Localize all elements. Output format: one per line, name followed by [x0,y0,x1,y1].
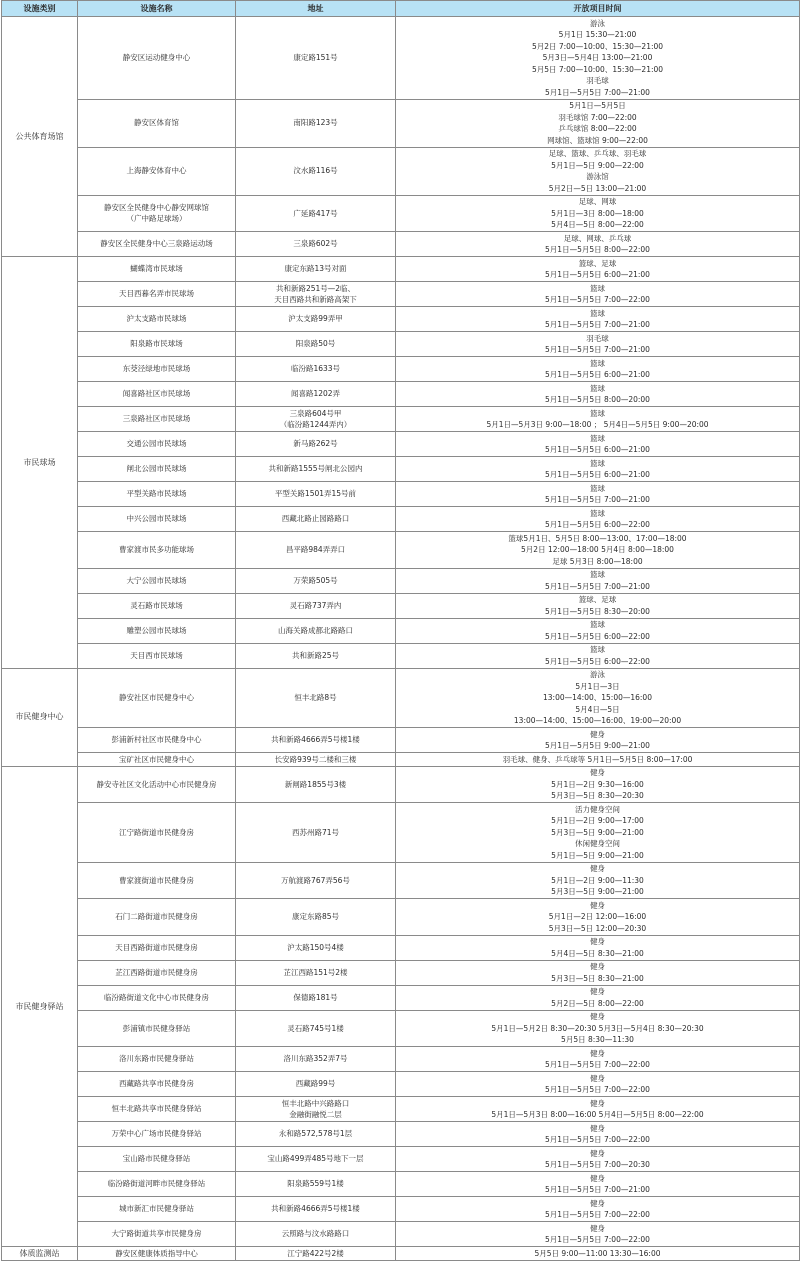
schedule-cell: 健身 5月1日—5月5日 7:00—22:00 [396,1122,800,1147]
schedule-cell: 篮球 5月1日—5月5日 6:00—21:00 [396,457,800,482]
schedule-cell: 篮球 5月1日—5月5日 7:00—21:00 [396,568,800,593]
address-cell: 临汾路1633号 [236,357,396,382]
facility-name-cell: 东茭泾绿地市民球场 [78,357,236,382]
category-cell: 公共体育场馆 [2,17,78,257]
address-cell: 阳泉路50号 [236,332,396,357]
facility-name-cell: 芷江西路街道市民健身房 [78,960,236,985]
table-row [2,899,800,936]
schedule-cell: 篮球 5月1日—5月5日 7:00—21:00 [396,482,800,507]
schedule-cell: 足球、网球 5月1日—3日 8:00—18:00 5月4日—5日 8:00—22:00 [396,195,800,232]
schedule-cell: 篮球、足球 5月1日—5月5日 6:00—21:00 [396,257,800,282]
category-cell: 市民健身驿站 [2,766,78,1247]
facility-name-cell: 大宁路街道共享市民健身房 [78,1222,236,1247]
table-row [2,985,800,1010]
schedule-cell: 羽毛球 5月1日—5月5日 7:00—21:00 [396,332,800,357]
facility-name-cell: 沪太支路市民球场 [78,307,236,332]
schedule-cell: 健身 5月1日—5月2日 8:30—20:30 5月3日—5月4日 8:30—20:30 5月5日 8:30—11:30 [396,1010,800,1047]
address-cell: 沪太路150号4楼 [236,935,396,960]
address-cell: 西藏北路止园路路口 [236,507,396,532]
schedule-cell: 5月5日 9:00—11:00 13:30—16:00 [396,1247,800,1261]
address-cell: 恒丰北路中兴路路口 金融街融悦二层 [236,1097,396,1122]
address-cell: 共和新路251号—2临、 天目西路共和新路高架下 [236,282,396,307]
schedule-cell: 健身 5月3日—5日 8:30—21:00 [396,960,800,985]
table-row [2,1010,800,1047]
table-row [2,668,800,728]
address-cell: 保德路181号 [236,985,396,1010]
category-cell: 市民健身中心 [2,668,78,766]
facility-name-cell: 中兴公园市民球场 [78,507,236,532]
address-cell: 灵石路745号1楼 [236,1010,396,1047]
facility-name-cell: 蝴蝶湾市民球场 [78,257,236,282]
address-cell: 灵石路737弄内 [236,593,396,618]
header-schedule: 开放项目时间 [396,1,800,17]
schedule-cell: 羽毛球、健身、乒乓球等 5月1日—5月5日 8:00—17:00 [396,753,800,767]
table-row [2,568,800,593]
table-row [2,382,800,407]
address-cell: 三泉路604号甲 （临汾路1244弄内） [236,407,396,432]
table-row [2,618,800,643]
category-cell: 体质监测站 [2,1247,78,1261]
table-row [2,935,800,960]
schedule-cell: 健身 5月4日—5日 8:30—21:00 [396,935,800,960]
facility-name-cell: 灵石路市民球场 [78,593,236,618]
table-row [2,307,800,332]
table-row [2,332,800,357]
table-row [2,407,800,432]
facility-name-cell: 天目西暮名弄市民球场 [78,282,236,307]
table-row [2,457,800,482]
schedule-cell: 篮球 5月1日—5月5日 6:00—22:00 [396,507,800,532]
facility-name-cell: 静安社区市民健身中心 [78,668,236,728]
address-cell: 昌平路984弄弄口 [236,532,396,569]
facility-name-cell: 交通公园市民球场 [78,432,236,457]
schedule-cell: 活力健身空间 5月1日—2日 9:00—17:00 5月3日—5日 9:00—21:00 休闲健身空间 5月1日—5日 9:00—21:00 [396,803,800,863]
table-row [2,728,800,753]
facility-name-cell: 闻喜路社区市民球场 [78,382,236,407]
facility-name-cell: 洛川东路市民健身驿站 [78,1047,236,1072]
address-cell: 康定东路85号 [236,899,396,936]
facility-name-cell: 三泉路社区市民球场 [78,407,236,432]
table-row [2,99,800,147]
table-row [2,507,800,532]
table-row [2,766,800,803]
address-cell: 万荣路505号 [236,568,396,593]
facility-name-cell: 静安寺社区文化活动中心市民健身房 [78,766,236,803]
facility-name-cell: 闸北公园市民球场 [78,457,236,482]
address-cell: 广延路417号 [236,195,396,232]
table-row [2,257,800,282]
table-row [2,862,800,899]
table-row [2,232,800,257]
table-row [2,282,800,307]
header-facility-name: 设施名称 [78,1,236,17]
facility-name-cell: 临汾路街道文化中心市民健身房 [78,985,236,1010]
table-row [2,17,800,100]
address-cell: 沪太支路99弄甲 [236,307,396,332]
header-row [2,1,800,17]
header-address: 地址 [236,1,396,17]
schedule-cell: 篮球 5月1日—5月5日 7:00—21:00 [396,307,800,332]
table-row [2,1122,800,1147]
schedule-cell: 健身 5月1日—5月5日 7:00—20:30 [396,1147,800,1172]
address-cell: 南阳路123号 [236,99,396,147]
facility-name-cell: 临汾路街道河畔市民健身驿站 [78,1172,236,1197]
address-cell: 平型关路1501弄15号前 [236,482,396,507]
table-row [2,357,800,382]
table-row [2,1047,800,1072]
address-cell: 恒丰北路8号 [236,668,396,728]
facility-name-cell: 宝山路市民健身驿站 [78,1147,236,1172]
facility-name-cell: 静安区健康体质指导中心 [78,1247,236,1261]
facility-name-cell: 天目西路街道市民健身房 [78,935,236,960]
schedule-cell: 健身 5月1日—5月3日 8:00—16:00 5月4日—5月5日 8:00—22:00 [396,1097,800,1122]
schedule-cell: 篮球 5月1日—5月5日 6:00—21:00 [396,357,800,382]
address-cell: 长安路939号二楼和三楼 [236,753,396,767]
facility-name-cell: 静安区全民健身中心三泉路运动场 [78,232,236,257]
schedule-cell: 篮球、足球 5月1日—5月5日 8:30—20:00 [396,593,800,618]
schedule-cell: 健身 5月1日—5月5日 7:00—22:00 [396,1047,800,1072]
facility-name-cell: 城市新汇市民健身驿站 [78,1197,236,1222]
address-cell: 新马路262号 [236,432,396,457]
schedule-cell: 健身 5月2日—5日 8:00—22:00 [396,985,800,1010]
facility-name-cell: 阳泉路市民球场 [78,332,236,357]
address-cell: 西藏路99号 [236,1072,396,1097]
address-cell: 共和新路4666弄5号楼1楼 [236,1197,396,1222]
address-cell: 永和路572,578号1层 [236,1122,396,1147]
schedule-cell: 健身 5月1日—2日 9:00—11:30 5月3日—5日 9:00—21:00 [396,862,800,899]
address-cell: 洛川东路352弄7号 [236,1047,396,1072]
table-row [2,147,800,195]
schedule-cell: 健身 5月1日—2日 9:30—16:00 5月3日—5日 8:30—20:30 [396,766,800,803]
schedule-cell: 健身 5月1日—5月5日 7:00—22:00 [396,1197,800,1222]
facility-name-cell: 静安区全民健身中心静安网球馆 （广中路足球场） [78,195,236,232]
schedule-cell: 健身 5月1日—5月5日 9:00—21:00 [396,728,800,753]
facility-name-cell: 天目西市民球场 [78,643,236,668]
table-row [2,1172,800,1197]
table-row [2,532,800,569]
facility-name-cell: 静安区体育馆 [78,99,236,147]
facility-name-cell: 平型关路市民球场 [78,482,236,507]
schedule-cell: 篮球 5月1日—5月5日 6:00—22:00 [396,618,800,643]
table-row [2,960,800,985]
address-cell: 康定东路13号对面 [236,257,396,282]
schedule-cell: 篮球 5月1日—5月5日 7:00—22:00 [396,282,800,307]
address-cell: 共和新路4666弄5号楼1楼 [236,728,396,753]
facility-name-cell: 曹家渡街道市民健身房 [78,862,236,899]
facility-name-cell: 恒丰北路共享市民健身驿站 [78,1097,236,1122]
facility-name-cell: 雕塑公园市民球场 [78,618,236,643]
address-cell: 西苏州路71号 [236,803,396,863]
table-row [2,803,800,863]
table-row [2,482,800,507]
table-body [2,17,800,1261]
schedule-cell: 健身 5月1日—2日 12:00—16:00 5月3日—5日 12:00—20:30 [396,899,800,936]
table-row [2,432,800,457]
table-row [2,1247,800,1261]
table-row [2,1072,800,1097]
facility-name-cell: 静安区运动健身中心 [78,17,236,100]
schedule-cell: 篮球 5月1日—5月5日 6:00—22:00 [396,643,800,668]
schedule-cell: 游泳 5月1日—3日 13:00—14:00、15:00—16:00 5月4日—5日 13:00—14:00、15:00—16:00、19:00—20:00 [396,668,800,728]
facility-name-cell: 宝矿社区市民健身中心 [78,753,236,767]
address-cell: 阳泉路559号1楼 [236,1172,396,1197]
schedule-cell: 健身 5月1日—5月5日 7:00—22:00 [396,1072,800,1097]
facility-schedule-table [1,0,800,1261]
address-cell: 山海关路成都北路路口 [236,618,396,643]
table-row [2,753,800,767]
address-cell: 宝山路499弄485号地下一层 [236,1147,396,1172]
facility-name-cell: 曹家渡市民多功能球场 [78,532,236,569]
address-cell: 闻喜路1202弄 [236,382,396,407]
facility-name-cell: 大宁公园市民球场 [78,568,236,593]
schedule-cell: 健身 5月1日—5月5日 7:00—21:00 [396,1172,800,1197]
facility-name-cell: 西藏路共享市民健身房 [78,1072,236,1097]
facility-name-cell: 万荣中心广场市民健身驿站 [78,1122,236,1147]
schedule-cell: 游泳 5月1日 15:30—21:00 5月2日 7:00—10:00、15:30—21:00 5月3日—5月4日 13:00—21:00 5月5日 7:00—10:00、15:30—21:00 羽毛球 5月1日—5月5日 7:00—21:00 [396,17,800,100]
table-row [2,1197,800,1222]
table-row [2,195,800,232]
address-cell: 共和新路25号 [236,643,396,668]
facility-name-cell: 石门二路街道市民健身房 [78,899,236,936]
table-row [2,1097,800,1122]
address-cell: 共和新路1555号闸北公园内 [236,457,396,482]
schedule-cell: 足球、篮球、乒乓球、羽毛球 5月1日—5日 9:00—22:00 游泳馆 5月2日—5日 13:00—21:00 [396,147,800,195]
facility-name-cell: 彭浦新村社区市民健身中心 [78,728,236,753]
schedule-cell: 篮球5月1日、5月5日 8:00—13:00、17:00—18:00 5月2日 12:00—18:00 5月4日 8:00—18:00 足球 5月3日 8:00—18:00 [396,532,800,569]
address-cell: 新闸路1855号3楼 [236,766,396,803]
table-row [2,1147,800,1172]
address-cell: 万航渡路767弄56号 [236,862,396,899]
schedule-cell: 足球、网球、乒乓球 5月1日—5月5日 8:00—22:00 [396,232,800,257]
schedule-cell: 篮球 5月1日—5月5日 8:00—20:00 [396,382,800,407]
schedule-cell: 健身 5月1日—5月5日 7:00—22:00 [396,1222,800,1247]
facility-name-cell: 彭浦镇市民健身驿站 [78,1010,236,1047]
facility-name-cell: 上海静安体育中心 [78,147,236,195]
category-cell: 市民球场 [2,257,78,669]
schedule-cell: 5月1日—5月5日 羽毛球馆 7:00—22:00 乒乓球馆 8:00—22:00 网球馆、篮球馆 9:00—22:00 [396,99,800,147]
table-row [2,643,800,668]
facility-name-cell: 江宁路街道市民健身房 [78,803,236,863]
address-cell: 云照路与汶水路路口 [236,1222,396,1247]
table-row [2,1222,800,1247]
table-row [2,593,800,618]
schedule-cell: 篮球 5月1日—5月5日 6:00—21:00 [396,432,800,457]
address-cell: 汶水路116号 [236,147,396,195]
schedule-cell: 篮球 5月1日—5月3日 9:00—18:00 ； 5月4日—5月5日 9:00—20:00 [396,407,800,432]
address-cell: 江宁路422号2楼 [236,1247,396,1261]
address-cell: 芷江西路151号2楼 [236,960,396,985]
header-category: 设施类别 [2,1,78,17]
address-cell: 康定路151号 [236,17,396,100]
address-cell: 三泉路602号 [236,232,396,257]
